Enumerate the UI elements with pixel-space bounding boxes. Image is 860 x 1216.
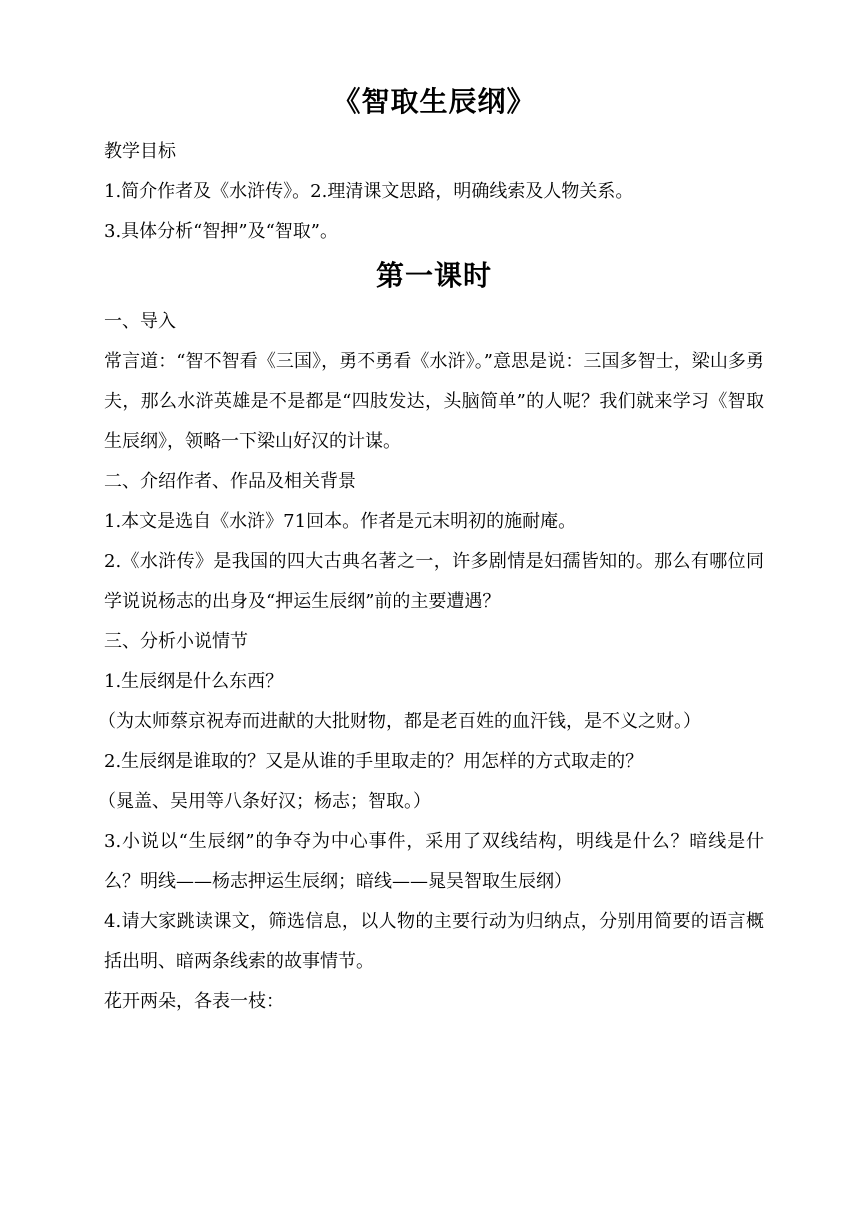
part2-heading: 二、介绍作者、作品及相关背景 (104, 471, 356, 492)
part3-heading: 三、分析小说情节 (104, 631, 248, 652)
document-body (98, 82, 764, 1022)
objective-2: 3.具体分析“智押”及“智取”。 (104, 221, 338, 242)
part1-heading: 一、导入 (104, 311, 176, 332)
answer-1: （为太师蔡京祝寿而进献的大批财物，都是老百姓的血汗钱，是不义之财。） (98, 711, 701, 732)
question-3: 3.小说以“生辰纲”的争夺为中心事件，采用了双线结构，明线是什么？暗线是什么？明线——杨志押运生辰纲；暗线——晁吴智取生辰纲） (104, 831, 764, 892)
part1-text: 常言道：“智不智看《三国》，勇不勇看《水浒》。”意思是说：三国多智士，梁山多勇夫，那么水浒英雄是不是都是“四肢发达，头脑简单”的人呢？我们就来学习《智取生辰纲》，领略一下梁山好汉的计谋。 (104, 351, 764, 452)
part2-item-1: 1.本文是选自《水浒》71回本。作者是元末明初的施耐庵。 (104, 511, 577, 532)
part2-item-2: 2.《水浒传》是我国的四大古典名著之一，许多剧情是妇孺皆知的。那么有哪位同学说说杨志的出身及“押运生辰纲”前的主要遭遇？ (104, 551, 764, 612)
objective-1: 1.简介作者及《水浒传》。2.理清课文思路，明确线索及人物关系。 (104, 181, 634, 202)
document-title: 《智取生辰纲》 (332, 85, 536, 118)
closing-line: 花开两朵，各表一枝： (104, 991, 284, 1012)
question-2: 2.生辰纲是谁取的？又是从谁的手里取走的？用怎样的方式取走的？ (104, 751, 644, 772)
answer-2: （晁盖、吴用等八条好汉；杨志；智取。） (98, 791, 431, 812)
lesson-title: 第一课时 (375, 259, 492, 292)
question-4: 4.请大家跳读课文，筛选信息，以人物的主要行动为归纳点，分别用简要的语言概括出明、暗两条线索的故事情节。 (104, 911, 764, 972)
question-1: 1.生辰纲是什么东西？ (104, 671, 284, 692)
objectives-heading: 教学目标 (104, 141, 176, 162)
